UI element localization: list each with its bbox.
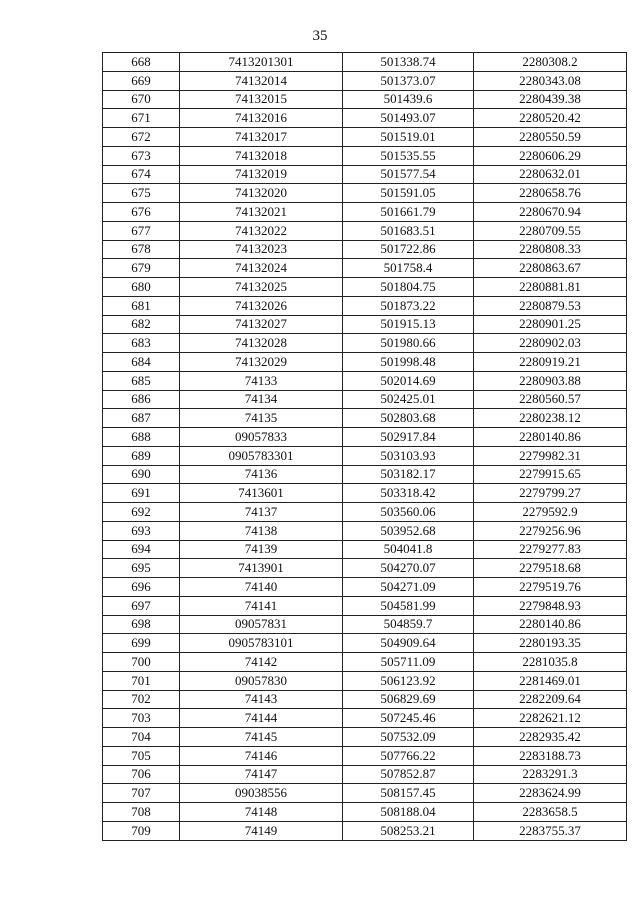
table-row <box>103 746 627 765</box>
point-id-cell: 74132028 <box>180 334 343 353</box>
row-index-cell: 707 <box>103 784 180 803</box>
y-coordinate-cell: 2279982.31 <box>474 446 627 465</box>
x-coordinate-cell: 503318.42 <box>343 484 474 503</box>
point-id-cell: 74137 <box>180 503 343 522</box>
row-index-cell: 700 <box>103 653 180 672</box>
y-coordinate-cell: 2283291.3 <box>474 765 627 784</box>
point-id-cell: 74132024 <box>180 259 343 278</box>
row-index-cell: 701 <box>103 671 180 690</box>
point-id-cell: 74136 <box>180 465 343 484</box>
row-index-cell: 697 <box>103 596 180 615</box>
row-index-cell: 704 <box>103 728 180 747</box>
row-index-cell: 693 <box>103 521 180 540</box>
y-coordinate-cell: 2280658.76 <box>474 184 627 203</box>
row-index-cell: 689 <box>103 446 180 465</box>
y-coordinate-cell: 2280919.21 <box>474 353 627 372</box>
x-coordinate-cell: 508253.21 <box>343 821 474 840</box>
y-coordinate-cell: 2279277.83 <box>474 540 627 559</box>
x-coordinate-cell: 501519.01 <box>343 128 474 147</box>
y-coordinate-cell: 2280193.35 <box>474 634 627 653</box>
row-index-cell: 682 <box>103 315 180 334</box>
point-id-cell: 74142 <box>180 653 343 672</box>
x-coordinate-cell: 507766.22 <box>343 746 474 765</box>
row-index-cell: 676 <box>103 203 180 222</box>
point-id-cell: 74132027 <box>180 315 343 334</box>
row-index-cell: 678 <box>103 240 180 259</box>
table-row <box>103 821 627 840</box>
y-coordinate-cell: 2279592.9 <box>474 503 627 522</box>
x-coordinate-cell: 504041.8 <box>343 540 474 559</box>
x-coordinate-cell: 504859.7 <box>343 615 474 634</box>
y-coordinate-cell: 2280632.01 <box>474 165 627 184</box>
row-index-cell: 679 <box>103 259 180 278</box>
y-coordinate-cell: 2282621.12 <box>474 709 627 728</box>
table-row <box>103 278 627 297</box>
y-coordinate-cell: 2279518.68 <box>474 559 627 578</box>
y-coordinate-cell: 2280140.86 <box>474 615 627 634</box>
row-index-cell: 680 <box>103 278 180 297</box>
x-coordinate-cell: 501338.74 <box>343 53 474 72</box>
row-index-cell: 698 <box>103 615 180 634</box>
point-id-cell: 74132026 <box>180 296 343 315</box>
x-coordinate-cell: 501683.51 <box>343 221 474 240</box>
x-coordinate-cell: 501722.86 <box>343 240 474 259</box>
y-coordinate-cell: 2280560.57 <box>474 390 627 409</box>
table-row <box>103 371 627 390</box>
point-id-cell: 74139 <box>180 540 343 559</box>
table-row <box>103 428 627 447</box>
point-id-cell: 0905783301 <box>180 446 343 465</box>
point-id-cell: 74146 <box>180 746 343 765</box>
x-coordinate-cell: 502803.68 <box>343 409 474 428</box>
point-id-cell: 0905783101 <box>180 634 343 653</box>
x-coordinate-cell: 508157.45 <box>343 784 474 803</box>
point-id-cell: 7413901 <box>180 559 343 578</box>
point-id-cell: 74132017 <box>180 128 343 147</box>
y-coordinate-cell: 2280903.88 <box>474 371 627 390</box>
table-row <box>103 671 627 690</box>
point-id-cell: 74132023 <box>180 240 343 259</box>
point-id-cell: 74132019 <box>180 165 343 184</box>
table-row <box>103 559 627 578</box>
y-coordinate-cell: 2279256.96 <box>474 521 627 540</box>
y-coordinate-cell: 2280140.86 <box>474 428 627 447</box>
row-index-cell: 706 <box>103 765 180 784</box>
y-coordinate-cell: 2283658.5 <box>474 803 627 822</box>
table-row <box>103 578 627 597</box>
point-id-cell: 74147 <box>180 765 343 784</box>
table-row <box>103 803 627 822</box>
table-row <box>103 503 627 522</box>
row-index-cell: 705 <box>103 746 180 765</box>
x-coordinate-cell: 507245.46 <box>343 709 474 728</box>
table-row <box>103 334 627 353</box>
table-row <box>103 221 627 240</box>
point-id-cell: 74138 <box>180 521 343 540</box>
x-coordinate-cell: 502917.84 <box>343 428 474 447</box>
table-row <box>103 390 627 409</box>
x-coordinate-cell: 507852.87 <box>343 765 474 784</box>
table-row <box>103 765 627 784</box>
row-index-cell: 696 <box>103 578 180 597</box>
row-index-cell: 691 <box>103 484 180 503</box>
coordinates-table <box>102 52 627 841</box>
point-id-cell: 74132015 <box>180 90 343 109</box>
row-index-cell: 709 <box>103 821 180 840</box>
point-id-cell: 74141 <box>180 596 343 615</box>
x-coordinate-cell: 503182.17 <box>343 465 474 484</box>
table-row <box>103 446 627 465</box>
row-index-cell: 692 <box>103 503 180 522</box>
table-row <box>103 596 627 615</box>
x-coordinate-cell: 505711.09 <box>343 653 474 672</box>
x-coordinate-cell: 504909.64 <box>343 634 474 653</box>
x-coordinate-cell: 503560.06 <box>343 503 474 522</box>
x-coordinate-cell: 501439.6 <box>343 90 474 109</box>
page-number: 35 <box>312 28 328 44</box>
x-coordinate-cell: 504270.07 <box>343 559 474 578</box>
row-index-cell: 686 <box>103 390 180 409</box>
row-index-cell: 671 <box>103 109 180 128</box>
point-id-cell: 74132022 <box>180 221 343 240</box>
y-coordinate-cell: 2283188.73 <box>474 746 627 765</box>
y-coordinate-cell: 2279915.65 <box>474 465 627 484</box>
row-index-cell: 695 <box>103 559 180 578</box>
row-index-cell: 687 <box>103 409 180 428</box>
row-index-cell: 688 <box>103 428 180 447</box>
table-row <box>103 165 627 184</box>
x-coordinate-cell: 501493.07 <box>343 109 474 128</box>
x-coordinate-cell: 501373.07 <box>343 71 474 90</box>
y-coordinate-cell: 2280439.38 <box>474 90 627 109</box>
x-coordinate-cell: 501980.66 <box>343 334 474 353</box>
x-coordinate-cell: 501804.75 <box>343 278 474 297</box>
row-index-cell: 699 <box>103 634 180 653</box>
y-coordinate-cell: 2281035.8 <box>474 653 627 672</box>
x-coordinate-cell: 504271.09 <box>343 578 474 597</box>
point-id-cell: 74145 <box>180 728 343 747</box>
table-row <box>103 203 627 222</box>
point-id-cell: 74132029 <box>180 353 343 372</box>
row-index-cell: 673 <box>103 146 180 165</box>
point-id-cell: 7413201301 <box>180 53 343 72</box>
x-coordinate-cell: 508188.04 <box>343 803 474 822</box>
y-coordinate-cell: 2280881.81 <box>474 278 627 297</box>
table-row <box>103 353 627 372</box>
row-index-cell: 681 <box>103 296 180 315</box>
table-row <box>103 315 627 334</box>
y-coordinate-cell: 2280879.53 <box>474 296 627 315</box>
table-row <box>103 690 627 709</box>
table-row <box>103 728 627 747</box>
row-index-cell: 708 <box>103 803 180 822</box>
point-id-cell: 09038556 <box>180 784 343 803</box>
y-coordinate-cell: 2280902.03 <box>474 334 627 353</box>
x-coordinate-cell: 506829.69 <box>343 690 474 709</box>
y-coordinate-cell: 2283624.99 <box>474 784 627 803</box>
table-row <box>103 634 627 653</box>
row-index-cell: 668 <box>103 53 180 72</box>
x-coordinate-cell: 501661.79 <box>343 203 474 222</box>
table-row <box>103 615 627 634</box>
y-coordinate-cell: 2280550.59 <box>474 128 627 147</box>
x-coordinate-cell: 506123.92 <box>343 671 474 690</box>
row-index-cell: 694 <box>103 540 180 559</box>
point-id-cell: 74144 <box>180 709 343 728</box>
table-row <box>103 128 627 147</box>
table-row <box>103 146 627 165</box>
y-coordinate-cell: 2281469.01 <box>474 671 627 690</box>
x-coordinate-cell: 507532.09 <box>343 728 474 747</box>
row-index-cell: 683 <box>103 334 180 353</box>
y-coordinate-cell: 2280808.33 <box>474 240 627 259</box>
point-id-cell: 74148 <box>180 803 343 822</box>
y-coordinate-cell: 2282935.42 <box>474 728 627 747</box>
x-coordinate-cell: 502425.01 <box>343 390 474 409</box>
table-row <box>103 71 627 90</box>
table-row <box>103 90 627 109</box>
point-id-cell: 74149 <box>180 821 343 840</box>
x-coordinate-cell: 502014.69 <box>343 371 474 390</box>
table-row <box>103 484 627 503</box>
table-row <box>103 409 627 428</box>
x-coordinate-cell: 501591.05 <box>343 184 474 203</box>
table-body <box>103 53 627 841</box>
row-index-cell: 677 <box>103 221 180 240</box>
x-coordinate-cell: 501758.4 <box>343 259 474 278</box>
y-coordinate-cell: 2280606.29 <box>474 146 627 165</box>
table-row <box>103 465 627 484</box>
table-row <box>103 540 627 559</box>
y-coordinate-cell: 2283755.37 <box>474 821 627 840</box>
row-index-cell: 684 <box>103 353 180 372</box>
y-coordinate-cell: 2280863.67 <box>474 259 627 278</box>
row-index-cell: 685 <box>103 371 180 390</box>
row-index-cell: 675 <box>103 184 180 203</box>
x-coordinate-cell: 501998.48 <box>343 353 474 372</box>
point-id-cell: 74132018 <box>180 146 343 165</box>
table-row <box>103 709 627 728</box>
x-coordinate-cell: 501873.22 <box>343 296 474 315</box>
row-index-cell: 674 <box>103 165 180 184</box>
point-id-cell: 74132020 <box>180 184 343 203</box>
point-id-cell: 74132025 <box>180 278 343 297</box>
row-index-cell: 702 <box>103 690 180 709</box>
y-coordinate-cell: 2280238.12 <box>474 409 627 428</box>
point-id-cell: 09057830 <box>180 671 343 690</box>
y-coordinate-cell: 2280520.42 <box>474 109 627 128</box>
x-coordinate-cell: 501535.55 <box>343 146 474 165</box>
row-index-cell: 672 <box>103 128 180 147</box>
table-row <box>103 184 627 203</box>
y-coordinate-cell: 2279799.27 <box>474 484 627 503</box>
point-id-cell: 74132016 <box>180 109 343 128</box>
table-row <box>103 521 627 540</box>
x-coordinate-cell: 503952.68 <box>343 521 474 540</box>
table-row <box>103 53 627 72</box>
table-row <box>103 109 627 128</box>
y-coordinate-cell: 2280670.94 <box>474 203 627 222</box>
table-row <box>103 784 627 803</box>
y-coordinate-cell: 2279848.93 <box>474 596 627 615</box>
y-coordinate-cell: 2280343.08 <box>474 71 627 90</box>
y-coordinate-cell: 2280308.2 <box>474 53 627 72</box>
table-row <box>103 296 627 315</box>
row-index-cell: 703 <box>103 709 180 728</box>
point-id-cell: 09057831 <box>180 615 343 634</box>
point-id-cell: 74143 <box>180 690 343 709</box>
point-id-cell: 74132014 <box>180 71 343 90</box>
row-index-cell: 690 <box>103 465 180 484</box>
point-id-cell: 74133 <box>180 371 343 390</box>
point-id-cell: 7413601 <box>180 484 343 503</box>
y-coordinate-cell: 2282209.64 <box>474 690 627 709</box>
point-id-cell: 74140 <box>180 578 343 597</box>
point-id-cell: 74135 <box>180 409 343 428</box>
point-id-cell: 09057833 <box>180 428 343 447</box>
table-row <box>103 259 627 278</box>
point-id-cell: 74134 <box>180 390 343 409</box>
x-coordinate-cell: 501577.54 <box>343 165 474 184</box>
y-coordinate-cell: 2280901.25 <box>474 315 627 334</box>
point-id-cell: 74132021 <box>180 203 343 222</box>
table-row <box>103 240 627 259</box>
y-coordinate-cell: 2280709.55 <box>474 221 627 240</box>
x-coordinate-cell: 501915.13 <box>343 315 474 334</box>
table-row <box>103 653 627 672</box>
x-coordinate-cell: 503103.93 <box>343 446 474 465</box>
row-index-cell: 670 <box>103 90 180 109</box>
row-index-cell: 669 <box>103 71 180 90</box>
x-coordinate-cell: 504581.99 <box>343 596 474 615</box>
y-coordinate-cell: 2279519.76 <box>474 578 627 597</box>
